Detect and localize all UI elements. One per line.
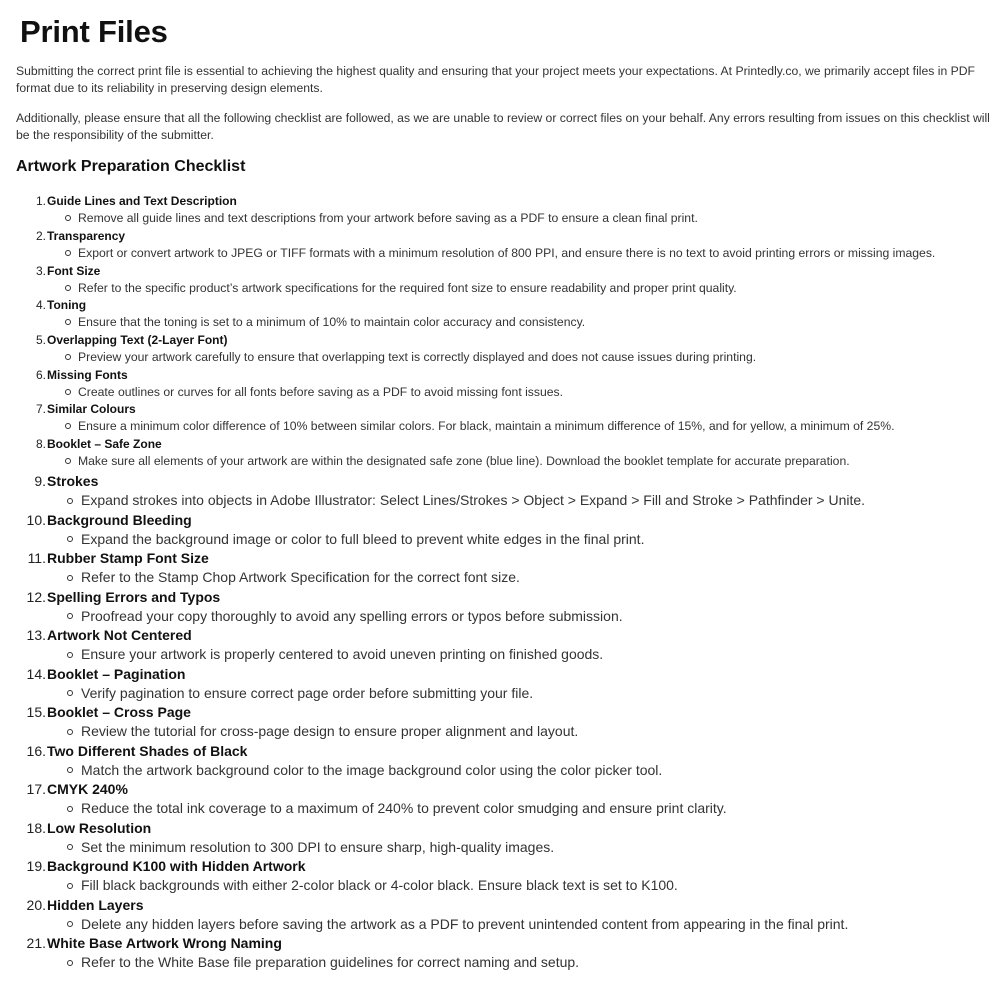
checklist-item-number: 1.	[35, 194, 46, 208]
checklist-item-description: Review the tutorial for cross-page design to ensure proper alignment and layout.	[81, 723, 579, 739]
checklist-item-description: Delete any hidden layers before saving the artwork as a PDF to prevent unintended content from appearing in the final print.	[81, 915, 849, 932]
checklist-item-description: Export or convert artwork to JPEG or TIFF formats with a minimum resolution of 800 PPI, and ensure there is no text to avoid printing errors or missing images.	[78, 246, 936, 260]
hollow-bullet-icon	[65, 319, 71, 325]
checklist-item-description: Proofread your copy thoroughly to avoid any spelling errors or typos before submission.	[81, 607, 623, 624]
checklist-item-description: Remove all guide lines and text descriptions from your artwork before saving as a PDF to ensure a clean final print.	[78, 211, 698, 225]
checklist-item-description: Create outlines or curves for all fonts before saving as a PDF to avoid missing font issues.	[78, 385, 564, 399]
checklist-item-number: 3.	[35, 264, 46, 278]
checklist-item-number: 16.	[26, 742, 46, 759]
hollow-bullet-icon	[65, 215, 71, 221]
checklist-item-number: 4.	[35, 298, 46, 312]
hollow-bullet-icon	[65, 285, 71, 291]
checklist-item-title: Two Different Shades of Black	[47, 742, 248, 759]
checklist-item-title: Artwork Not Centered	[47, 627, 192, 643]
hollow-bullet-icon	[67, 729, 73, 735]
checklist-item-number: 17.	[26, 781, 46, 797]
checklist-item-title: Similar Colours	[47, 402, 136, 416]
checklist-item-number: 18.	[26, 819, 46, 836]
checklist-item-title: Rubber Stamp Font Size	[47, 550, 209, 566]
hollow-bullet-icon	[67, 806, 73, 812]
checklist-item-title: Background K100 with Hidden Artwork	[47, 858, 306, 874]
hollow-bullet-icon	[67, 883, 73, 889]
checklist-item-title: Hidden Layers	[47, 896, 144, 913]
hollow-bullet-icon	[67, 921, 73, 927]
checklist-item-title: Spelling Errors and Typos	[47, 588, 221, 605]
checklist-item-title: Guide Lines and Text Description	[47, 194, 237, 208]
checklist-item-number: 9.	[34, 473, 46, 489]
hollow-bullet-icon	[65, 458, 71, 464]
hollow-bullet-icon	[65, 250, 71, 256]
checklist-item-title: Booklet – Pagination	[47, 665, 186, 682]
checklist-item-title: Overlapping Text (2-Layer Font)	[47, 333, 228, 347]
checklist-item-number: 20.	[26, 896, 46, 913]
checklist-item-number: 13.	[26, 627, 46, 643]
hollow-bullet-icon	[67, 844, 73, 850]
checklist-item-description: Fill black backgrounds with either 2-color black or 4-color black. Ensure black text is set to K100.	[81, 877, 678, 893]
checklist-item-number: 10.	[26, 511, 46, 528]
checklist-item-description: Refer to the specific product’s artwork specifications for the required font size to ensure readability and proper print quality.	[78, 281, 737, 295]
checklist-item-description: Expand strokes into objects in Adobe Illustrator: Select Lines/Strokes > Object > Expand > Fill and Stroke > Pathfinder > Unite.	[81, 492, 866, 508]
intro-paragraph-2: Additionally, please ensure that all the following checklist are followed, as we are unable to review or correct files on your behalf. Any errors resulting from issues on this checklist will be the responsibility of the submitter.	[16, 111, 990, 142]
checklist-item-number: 14.	[26, 665, 46, 682]
checklist-item-description: Expand the background image or color to full bleed to prevent white edges in the final print.	[81, 530, 645, 547]
checklist-item-title: Booklet – Safe Zone	[47, 437, 162, 451]
hollow-bullet-icon	[67, 767, 73, 773]
hollow-bullet-icon	[67, 613, 73, 619]
hollow-bullet-icon	[67, 690, 73, 696]
intro-paragraph-1: Submitting the correct print file is essential to achieving the highest quality and ensuring that your project meets your expectations. At Printedly.co, we primarily accept files in PDF format due to its reliability in preserving design elements.	[16, 64, 975, 95]
checklist-item-title: Missing Fonts	[47, 368, 128, 382]
checklist-item-title: Low Resolution	[47, 819, 152, 836]
checklist-item-number: 21.	[26, 935, 46, 951]
checklist-item-description: Make sure all elements of your artwork are within the designated safe zone (blue line). Download the booklet template for accurate preparation.	[78, 454, 850, 468]
checklist-item-number: 12.	[26, 588, 46, 605]
checklist-item-description: Preview your artwork carefully to ensure that overlapping text is correctly displayed and does not cause issues during printing.	[78, 350, 757, 364]
hollow-bullet-icon	[67, 652, 73, 658]
checklist-item-number: 5.	[35, 333, 46, 347]
checklist-item-title: Strokes	[47, 473, 99, 489]
hollow-bullet-icon	[67, 960, 73, 966]
checklist-item-description: Match the artwork background color to the image background color using the color picker tool.	[81, 761, 663, 778]
checklist-heading: Artwork Preparation Checklist	[16, 158, 246, 175]
page-title: Print Files	[20, 14, 168, 49]
checklist-item-title: Transparency	[47, 229, 126, 243]
checklist-item-number: 19.	[26, 858, 46, 874]
checklist-item-title: White Base Artwork Wrong Naming	[47, 935, 282, 951]
checklist-item-description: Set the minimum resolution to 300 DPI to ensure sharp, high-quality images.	[81, 838, 555, 855]
hollow-bullet-icon	[65, 354, 71, 360]
checklist-item-description: Refer to the White Base file preparation guidelines for correct naming and setup.	[81, 954, 580, 970]
hollow-bullet-icon	[65, 423, 71, 429]
checklist-item-title: Font Size	[47, 264, 101, 278]
checklist-item-number: 2.	[35, 229, 46, 243]
checklist-item-title: CMYK 240%	[47, 781, 128, 797]
checklist-item-number: 11.	[27, 550, 46, 566]
checklist-item-description: Refer to the Stamp Chop Artwork Specification for the correct font size.	[81, 569, 520, 585]
checklist-item-number: 8.	[35, 437, 46, 451]
checklist-item-number: 6.	[35, 368, 46, 382]
checklist-item-number: 7.	[35, 402, 46, 416]
checklist-item-description: Ensure that the toning is set to a minimum of 10% to maintain color accuracy and consistency.	[78, 315, 586, 329]
hollow-bullet-icon	[67, 498, 73, 504]
checklist-item-description: Verify pagination to ensure correct page order before submitting your file.	[81, 684, 534, 701]
checklist-item-number: 15.	[26, 704, 46, 720]
hollow-bullet-icon	[67, 575, 73, 581]
hollow-bullet-icon	[67, 536, 73, 542]
checklist-item-description: Reduce the total ink coverage to a maximum of 240% to prevent color smudging and ensure print clarity.	[81, 800, 727, 816]
checklist-item-title: Toning	[47, 298, 87, 312]
checklist-item-title: Background Bleeding	[47, 511, 192, 528]
checklist-item-description: Ensure a minimum color difference of 10% between similar colors. For black, maintain a minimum difference of 15%, and for yellow, a minimum of 25%.	[78, 419, 895, 433]
checklist-item-description: Ensure your artwork is properly centered to avoid uneven printing on finished goods.	[81, 646, 604, 662]
hollow-bullet-icon	[65, 389, 71, 395]
checklist-item-title: Booklet – Cross Page	[47, 704, 191, 720]
